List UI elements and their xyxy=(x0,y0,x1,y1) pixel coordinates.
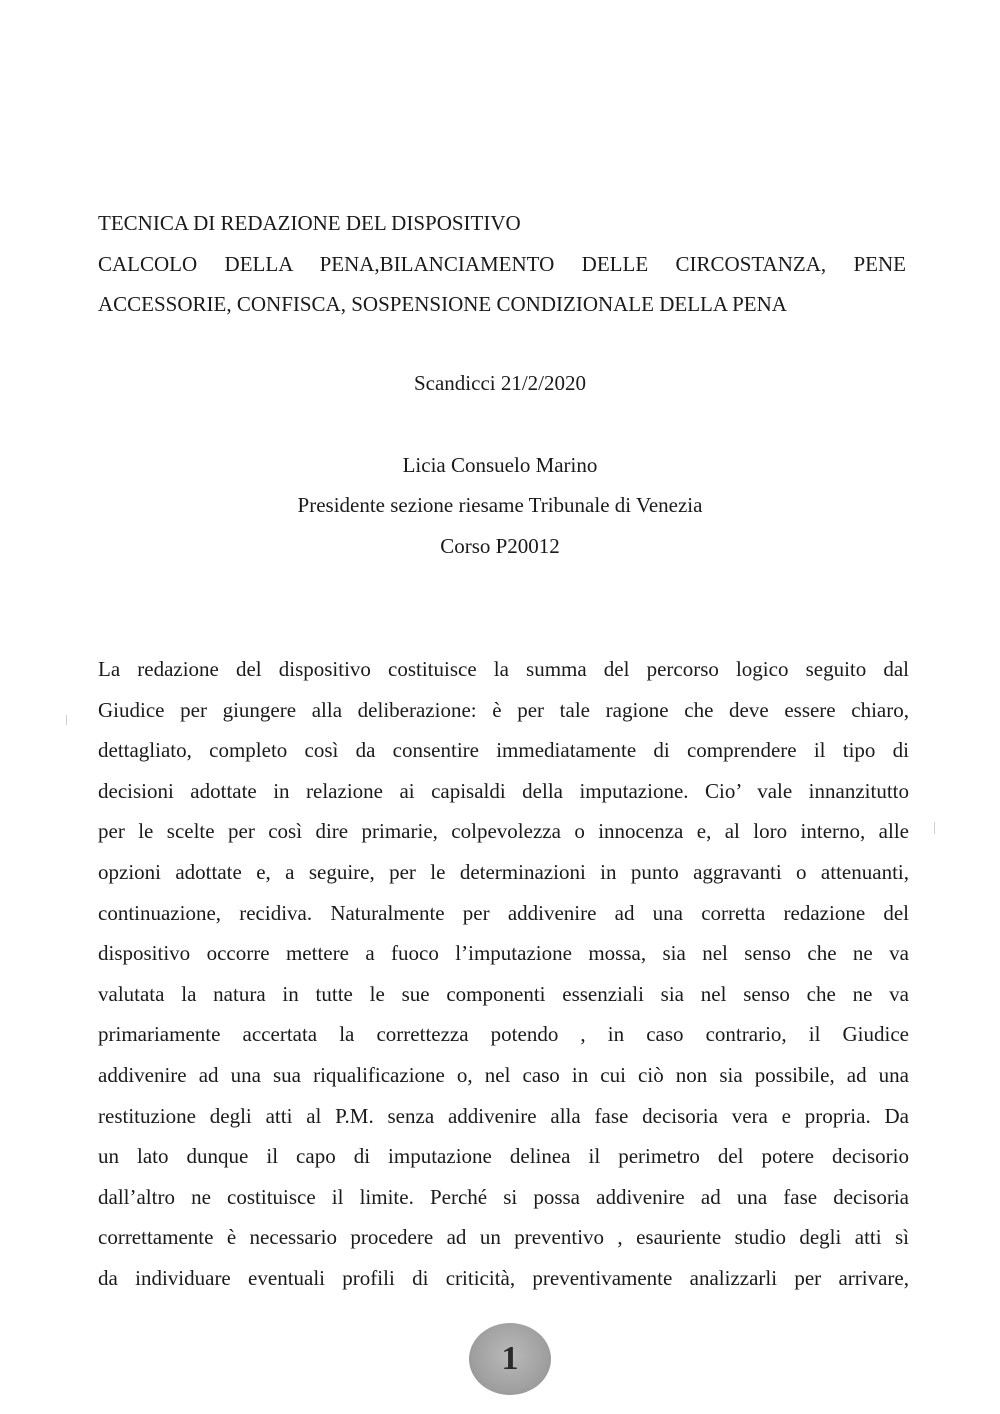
heading-line-1: TECNICA DI REDAZIONE DEL DISPOSITIVO xyxy=(98,211,521,235)
body-line: primariamente accertata la correttezza potendo , in caso contrario, il Giudice xyxy=(98,1022,909,1047)
body-line: da individuare eventuali profili di criticità, preventivamente analizzarli per arrivare, xyxy=(98,1265,909,1290)
body-line: dispositivo occorre mettere a fuoco l’imputazione mossa, sia nel senso che ne va xyxy=(98,941,909,966)
body-line: decisioni adottate in relazione ai capisaldi della imputazione. Cio’ vale innanzitutto xyxy=(98,778,909,803)
body-line: restituzione degli atti al P.M. senza addivenire alla fase decisoria vera e propria. Da xyxy=(98,1103,909,1128)
body-line: per le scelte per così dire primarie, colpevolezza o innocenza e, al loro interno, alle xyxy=(98,819,909,844)
heading-line-3: ACCESSORIE, CONFISCA, SOSPENSIONE CONDIZIONALE DELLA PENA xyxy=(98,292,787,316)
document-heading xyxy=(98,203,906,325)
course-code: Corso P20012 xyxy=(440,534,560,558)
page-number-badge xyxy=(469,1323,551,1395)
body-line: opzioni adottate e, a seguire, per le determinazioni in punto aggravanti o attenuanti, xyxy=(98,859,909,884)
page-number: 1 xyxy=(501,1340,519,1377)
scan-mark xyxy=(934,822,935,834)
body-line: dettagliato, completo così da consentire immediatamente di comprendere il tipo di xyxy=(98,738,909,763)
author-role: Presidente sezione riesame Tribunale di Venezia xyxy=(297,493,703,517)
body-paragraph xyxy=(98,649,909,1299)
body-line: valutata la natura in tutte le sue componenti essenziali sia nel senso che ne va xyxy=(98,981,909,1006)
body-line: addivenire ad una sua riqualificazione o, nel caso in cui ciò non sia possibile, ad una xyxy=(98,1062,909,1087)
author-name: Licia Consuelo Marino xyxy=(402,453,598,477)
body-line: Giudice per giungere alla deliberazione: è per tale ragione che deve essere chiaro, xyxy=(98,697,909,722)
body-line: dall’altro ne costituisce il limite. Perché si possa addivenire ad una fase decisoria xyxy=(98,1184,909,1209)
body-line: continuazione, recidiva. Naturalmente per addivenire ad una corretta redazione del xyxy=(98,900,909,925)
body-line: correttamente è necessario procedere ad un preventivo , esauriente studio degli atti sì xyxy=(98,1225,909,1250)
body-line: un lato dunque il capo di imputazione delinea il perimetro del potere decisorio xyxy=(98,1144,909,1169)
body-line: La redazione del dispositivo costituisce la summa del percorso logico seguito dal xyxy=(98,657,909,681)
place-date: Scandicci 21/2/2020 xyxy=(413,371,587,395)
heading-line-2: CALCOLO DELLA PENA,BILANCIAMENTO DELLE CIRCOSTANZA, PENE xyxy=(98,251,906,276)
scan-mark xyxy=(66,715,67,725)
